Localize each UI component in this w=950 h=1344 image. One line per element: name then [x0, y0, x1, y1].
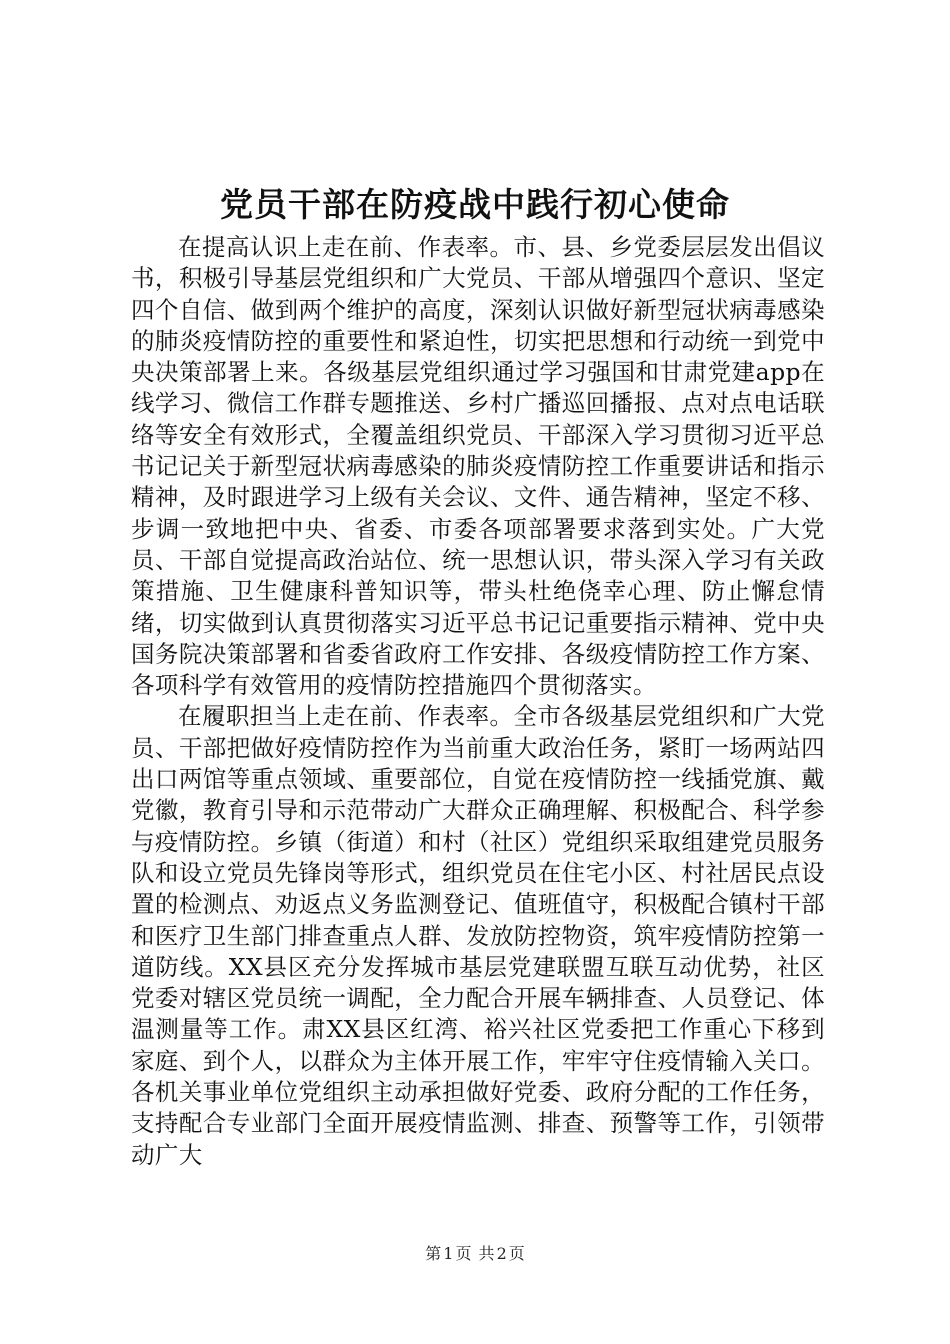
total-prefix: 共 [478, 1244, 495, 1263]
page-prefix: 第 [425, 1244, 442, 1263]
document-body [131, 232, 825, 1171]
page-total: 2 [496, 1244, 507, 1263]
paragraph-1: 在提高认识上走在前、作表率。市、县、乡党委层层发出倡议书，积极引导基层党组织和广大党员、干部从增强四个意识、坚定四个自信、做到两个维护的高度，深刻认识做好新型冠状病毒感染的肺炎疫情防控的重要性和紧迫性，切实把思想和行动统一到党中央决策部署上来。各级基层党组织通过学习强国和甘肃党建app在线学习、微信工作群专题推送、乡村广播巡回播报、点对点电话联络等安全有效形式，全覆盖组织党员、干部深入学习贯彻习近平总书记记关于新型冠状病毒感染的肺炎疫情防控工作重要讲话和指示精神，及时跟进学习上级有关会议、文件、通告精神，坚定不移、步调一致地把中央、省委、市委各项部署要求落到实处。广大党员、干部自觉提高政治站位、统一思想认识，带头深入学习有关政策措施、卫生健康科普知识等，带头杜绝侥幸心理、防止懈怠情绪，切实做到认真贯彻落实习近平总书记记重要指示精神、党中央国务院决策部署和省委省政府工作安排、各级疫情防控工作方案、各项科学有效管用的疫情防控措施四个贯彻落实。 [131, 233, 825, 700]
page-unit: 页 [455, 1244, 472, 1263]
paragraph-2: 在履职担当上走在前、作表率。全市各级基层党组织和广大党员、干部把做好疫情防控作为当前重大政治任务，紧盯一场两站四出口两馆等重点领域、重要部位，自觉在疫情防控一线插党旗、戴党徽，教育引导和示范带动广大群众正确理解、积极配合、科学参与疫情防控。乡镇（街道）和村（社区）党组织采取组建党员服务队和设立党员先锋岗等形式，组织党员在住宅小区、村社居民点设置的检测点、劝返点义务监测登记、值班值守，积极配合镇村干部和医疗卫生部门排查重点人群、发放防控物资，筑牢疫情防控第一道防线。XX县区充分发挥城市基层党建联盟互联互动优势，社区党委对辖区党员统一调配，全力配合开展车辆排查、人员登记、体温测量等工作。肃XX县区红湾、裕兴社区党委把工作重心下移到家庭、到个人，以群众为主体开展工作，牢牢守住疫情输入关口。各机关事业单位党组织主动承担做好党委、政府分配的工作任务，支持配合专业部门全面开展疫情监测、排查、预警等工作，引领带动广大 [131, 702, 825, 1169]
total-unit: 页 [508, 1244, 525, 1263]
document-title: 党员干部在防疫战中践行初心使命 [220, 185, 730, 224]
page-current: 1 [443, 1244, 454, 1263]
page-footer [0, 1244, 950, 1264]
